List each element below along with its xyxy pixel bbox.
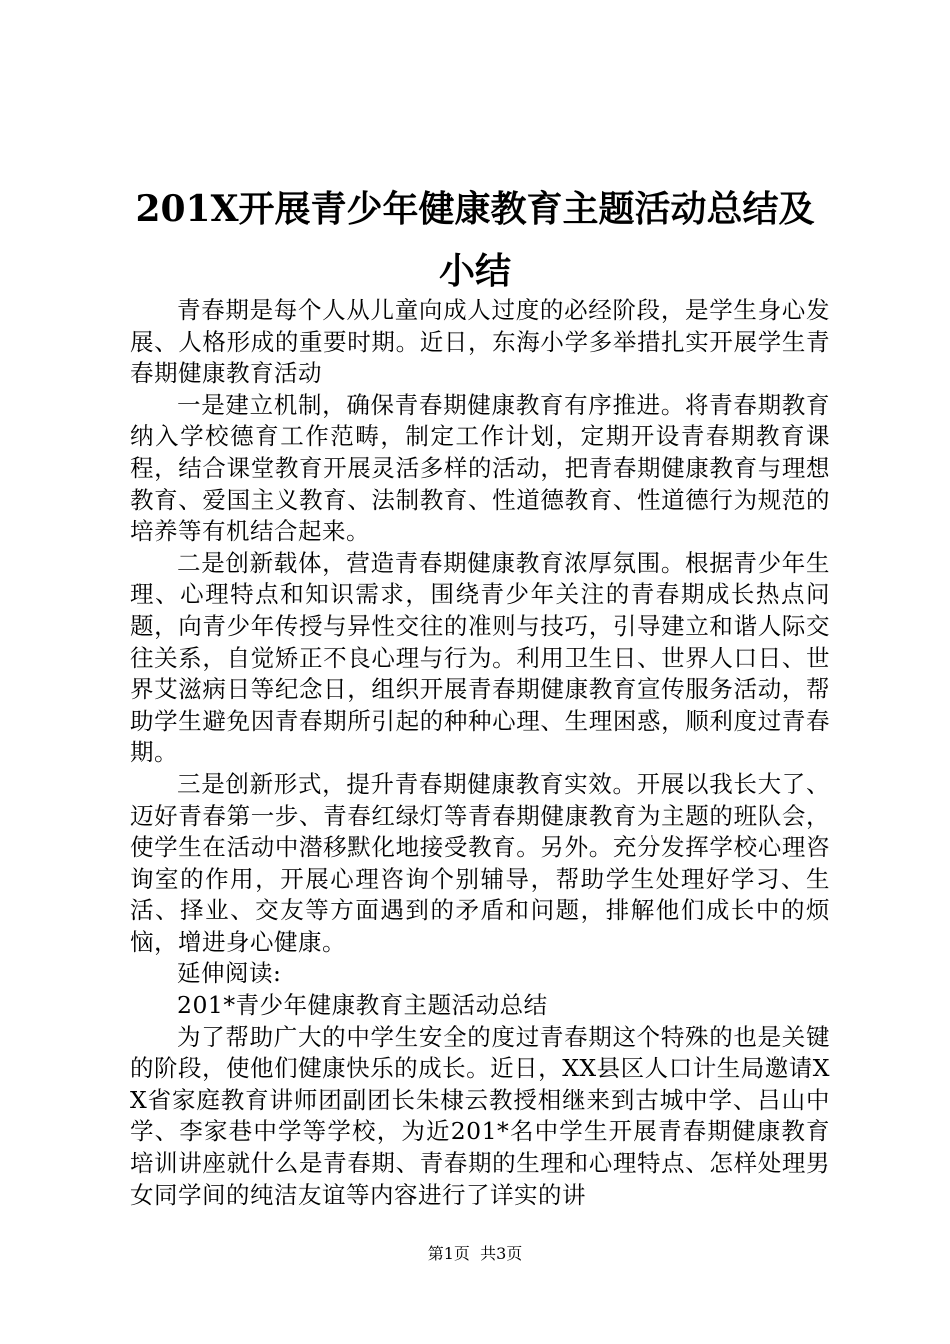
paragraph-extended-reading-label: 延伸阅读:	[177, 959, 282, 988]
paragraph-form: 三是创新形式，提升青春期健康教育实效。开展以我长大了、迈好青春第一步、青春红绿灯等青春期健康教育为主题的班队会，使学生在活动中潜移默化地接受教育。另外。充分发挥学校心理咨询室的作用，开展心理咨询个别辅导，帮助学生处理好学习、生活、择业、交友等方面遇到的矛盾和问题，排解他们成长中的烦恼，增进身心健康。	[130, 769, 830, 956]
footer-spacer	[470, 1244, 480, 1263]
paragraph-mechanism: 一是建立机制，确保青春期健康教育有序推进。将青春期教育纳入学校德育工作范畴，制定工作计划，定期开设青春期教育课程，结合课堂教育开展灵活多样的活动，把青春期健康教育与理想教育、爱国主义教育、法制教育、性道德教育、性道德行为规范的培养等有机结合起来。	[130, 390, 830, 546]
page-footer	[0, 1244, 950, 1264]
paragraph-carrier: 二是创新载体，营造青春期健康教育浓厚氛围。根据青少年生理、心理特点和知识需求，围绕青少年关注的青春期成长热点问题，向青少年传授与异性交往的准则与技巧，引导建立和谐人际交往关系，自觉矫正不良心理与行为。利用卫生日、世界人口日、世界艾滋病日等纪念日，组织开展青春期健康教育宣传服务活动，帮助学生避免因青春期所引起的种种心理、生理困惑，顺利度过青春期。	[130, 548, 830, 767]
paragraph-summary: 为了帮助广大的中学生安全的度过青春期这个特殊的也是关键的阶段，使他们健康快乐的成长。近日，XX县区人口计生局邀请XX省家庭教育讲师团副团长朱棣云教授相继来到古城中学、吕山中学、李家巷中学等学校，为近201*名中学生开展青春期健康教育培训讲座就什么是青春期、青春期的生理和心理特点、怎样处理男女同学间的纯洁友谊等内容进行了详实的讲	[130, 1022, 830, 1209]
paragraph-intro: 青春期是每个人从儿童向成人过度的必经阶段，是学生身心发展、人格形成的重要时期。近日，东海小学多举措扎实开展学生青春期健康教育活动	[130, 296, 830, 388]
document-title: 201X开展青少年健康教育主题活动总结及小结	[135, 188, 815, 292]
page-total: 共3页	[480, 1244, 523, 1263]
document-body	[130, 295, 830, 1211]
paragraph-subtitle: 201*青少年健康教育主题活动总结	[177, 991, 548, 1020]
page-number: 第1页	[427, 1244, 470, 1263]
